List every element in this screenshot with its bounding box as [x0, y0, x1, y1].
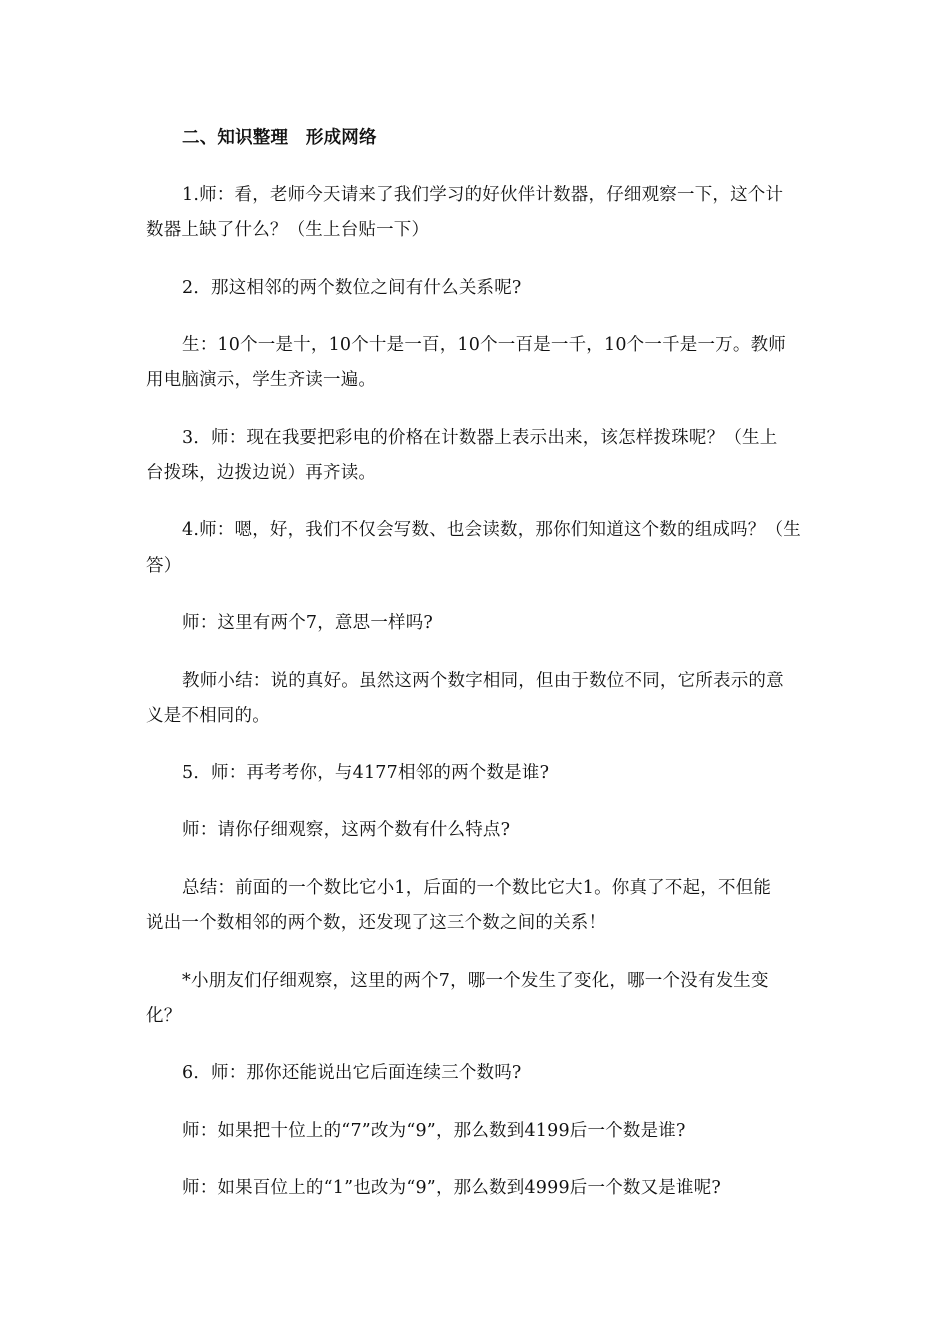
paragraph-line: 教师小结：说的真好。虽然这两个数字相同，但由于数位不同，它所表示的意 [182, 671, 784, 691]
paragraph-line: 说出一个数相邻的两个数，还发现了这三个数之间的关系！ [146, 913, 607, 933]
paragraph-line: 5．师：再考考你，与4177相邻的两个数是谁? [182, 763, 550, 783]
paragraph-line: 台拨珠，边拨边说）再齐读。 [146, 463, 377, 483]
paragraph-line: 师：请你仔细观察，这两个数有什么特点? [182, 820, 511, 840]
paragraph-line: 义是不相同的。 [146, 706, 270, 726]
paragraph-line: 2．那这相邻的两个数位之间有什么关系呢? [182, 278, 522, 298]
paragraph-line: 答） [146, 556, 182, 576]
section-heading: 二、知识整理 形成网络 [182, 128, 377, 148]
paragraph-line: 师：如果百位上的“1”也改为“9”，那么数到4999后一个数又是谁呢? [182, 1178, 721, 1198]
paragraph-line: 生：10个一是十，10个十是一百，10个一百是一千，10个一千是一万。教师 [182, 335, 786, 355]
paragraph-line: 师：如果把十位上的“7”改为“9”，那么数到4199后一个数是谁? [182, 1121, 686, 1141]
paragraph-line: 化？ [146, 1006, 182, 1026]
paragraph-line: 用电脑演示，学生齐读一遍。 [146, 370, 377, 390]
paragraph-line: 总结：前面的一个数比它小1，后面的一个数比它大1。你真了不起，不但能 [182, 878, 772, 898]
paragraph-line: 4.师：嗯，好，我们不仅会写数、也会读数，那你们知道这个数的组成吗？（生 [182, 520, 801, 540]
paragraph-line: 3．师：现在我要把彩电的价格在计数器上表示出来，该怎样拨珠呢？（生上 [182, 428, 778, 448]
paragraph-line: *小朋友们仔细观察，这里的两个7，哪一个发生了变化，哪一个没有发生变 [182, 971, 769, 991]
paragraph-line: 6．师：那你还能说出它后面连续三个数吗? [182, 1063, 522, 1083]
paragraph-line: 师：这里有两个7，意思一样吗? [182, 613, 434, 633]
paragraph-line: 数器上缺了什么？（生上台贴一下） [146, 220, 430, 240]
paragraph-line: 1.师：看，老师今天请来了我们学习的好伙伴计数器，仔细观察一下，这个计 [182, 185, 784, 205]
